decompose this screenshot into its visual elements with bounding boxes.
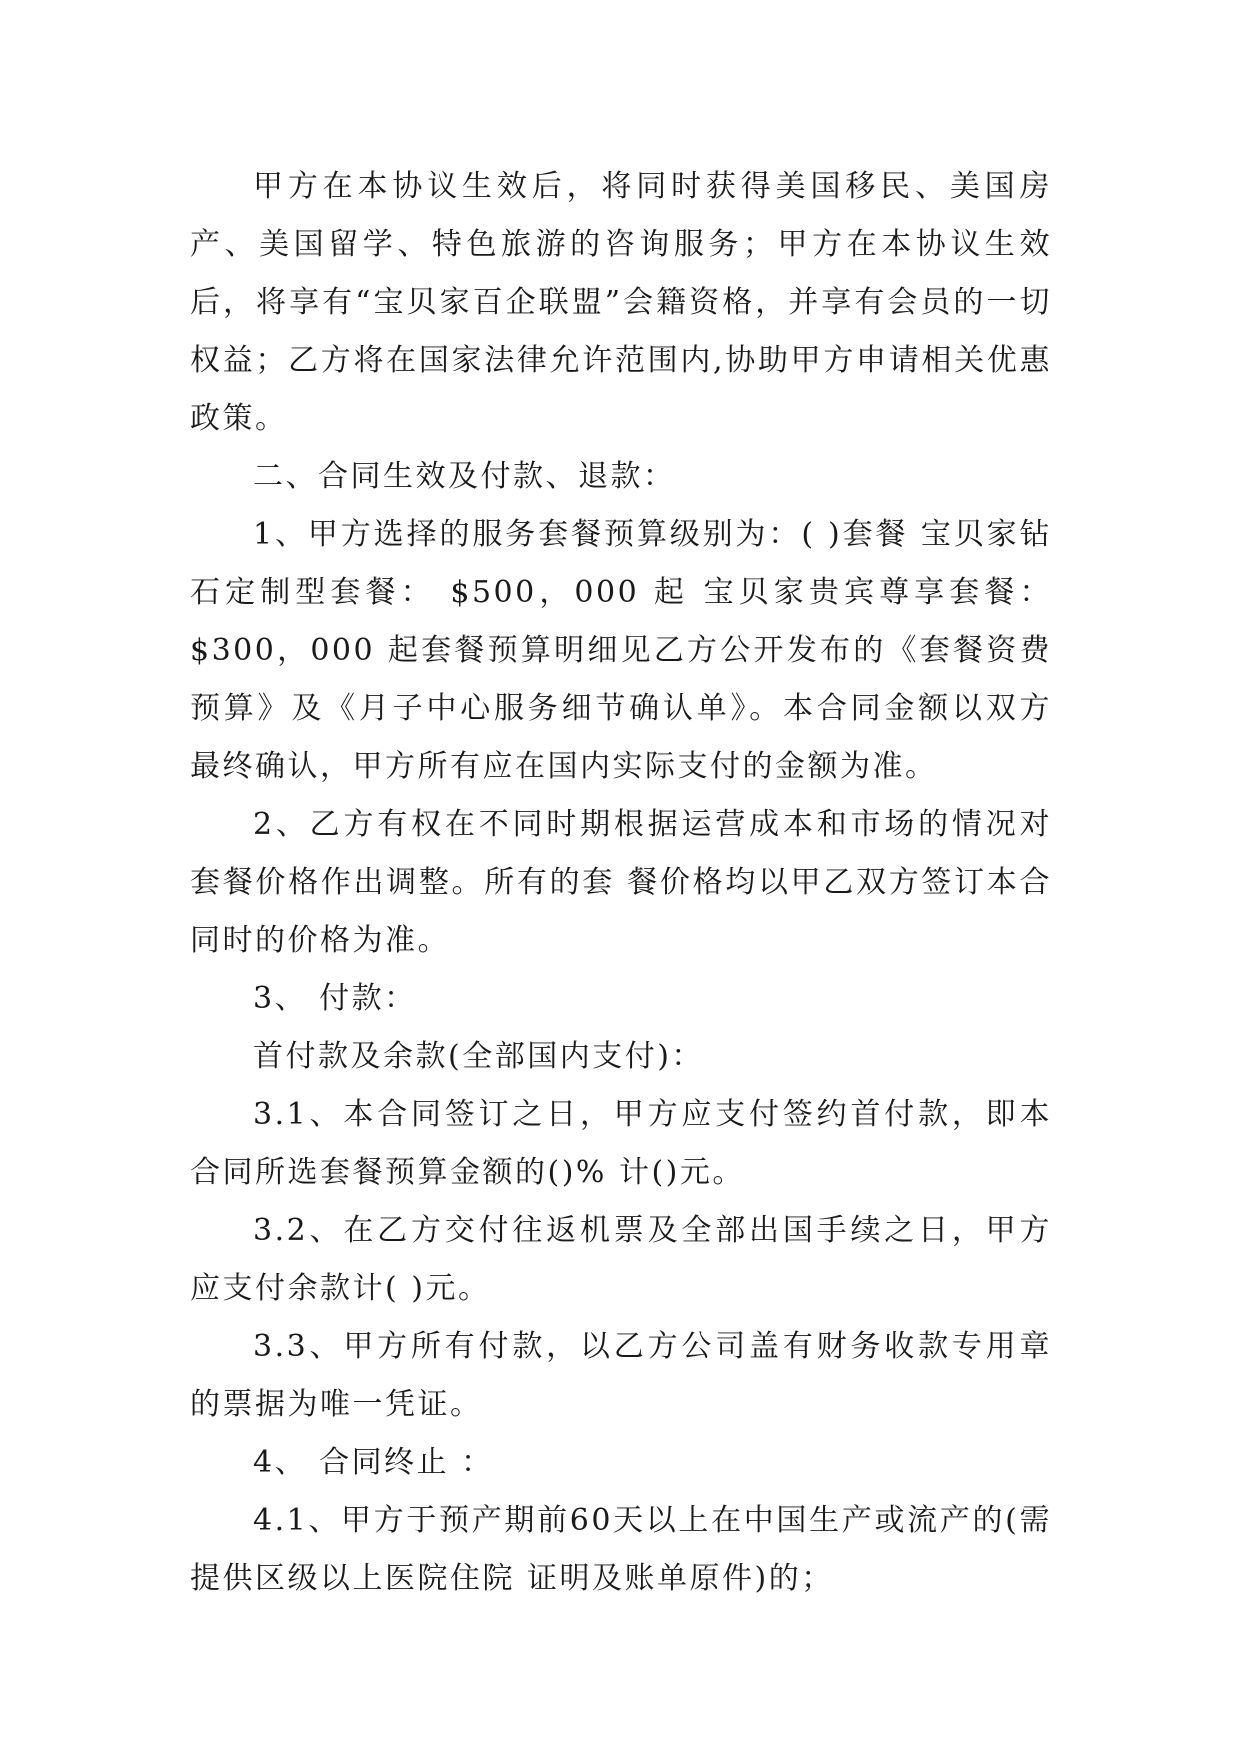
clause-3-1: 3.1、本合同签订之日，甲方应支付签约首付款，即本合同所选套餐预算金额的()% 计()元。 [190,1097,1052,1190]
clause-2-price-adjust: 2、乙方有权在不同时期根据运营成本和市场的情况对套餐价格作出调整。所有的套 餐价格均以甲乙双方签订本合同时的价格为准。 [190,807,1052,958]
section-heading-effect-payment-refund: 二、合同生效及付款、退款： [253,459,676,494]
clause-3-payment-heading: 3、 付款： [253,981,417,1016]
clause-1-package: 1、甲方选择的服务套餐预算级别为：( )套餐 宝贝家钻石定制型套餐： $500，000 起 宝贝家贵宾尊享套餐：$300，000 起套餐预算明细见乙方公开发布的《套餐资费预算》及《月子中心服务细节确认单》。本合同金额以双方最终确认，甲方所有应在国内实际支付的金额为准。 [190,517,1052,784]
clause-3-2: 3.2、在乙方交付往返机票及全部出国手续之日，甲方应支付余款计( )元。 [190,1213,1052,1306]
clause-4-termination-heading: 4、 合同终止 ： [253,1445,494,1480]
clause-4-1: 4.1、甲方于预产期前60天以上在中国生产或流产的(需提供区级以上医院住院 证明及账单原件)的； [190,1503,1052,1596]
clause-3-subheading: 首付款及余款(全部国内支付)： [253,1039,704,1074]
clause-3-3: 3.3、甲方所有付款，以乙方公司盖有财务收款专用章的票据为唯一凭证。 [190,1329,1052,1422]
document-page [190,158,1052,1608]
paragraph-services: 甲方在本协议生效后，将同时获得美国移民、美国房产、美国留学、特色旅游的咨询服务；甲方在本协议生效后，将享有“宝贝家百企联盟”会籍资格，并享有会员的一切权益；乙方将在国家法律允许范围内,协助甲方申请相关优惠政策。 [190,169,1052,436]
